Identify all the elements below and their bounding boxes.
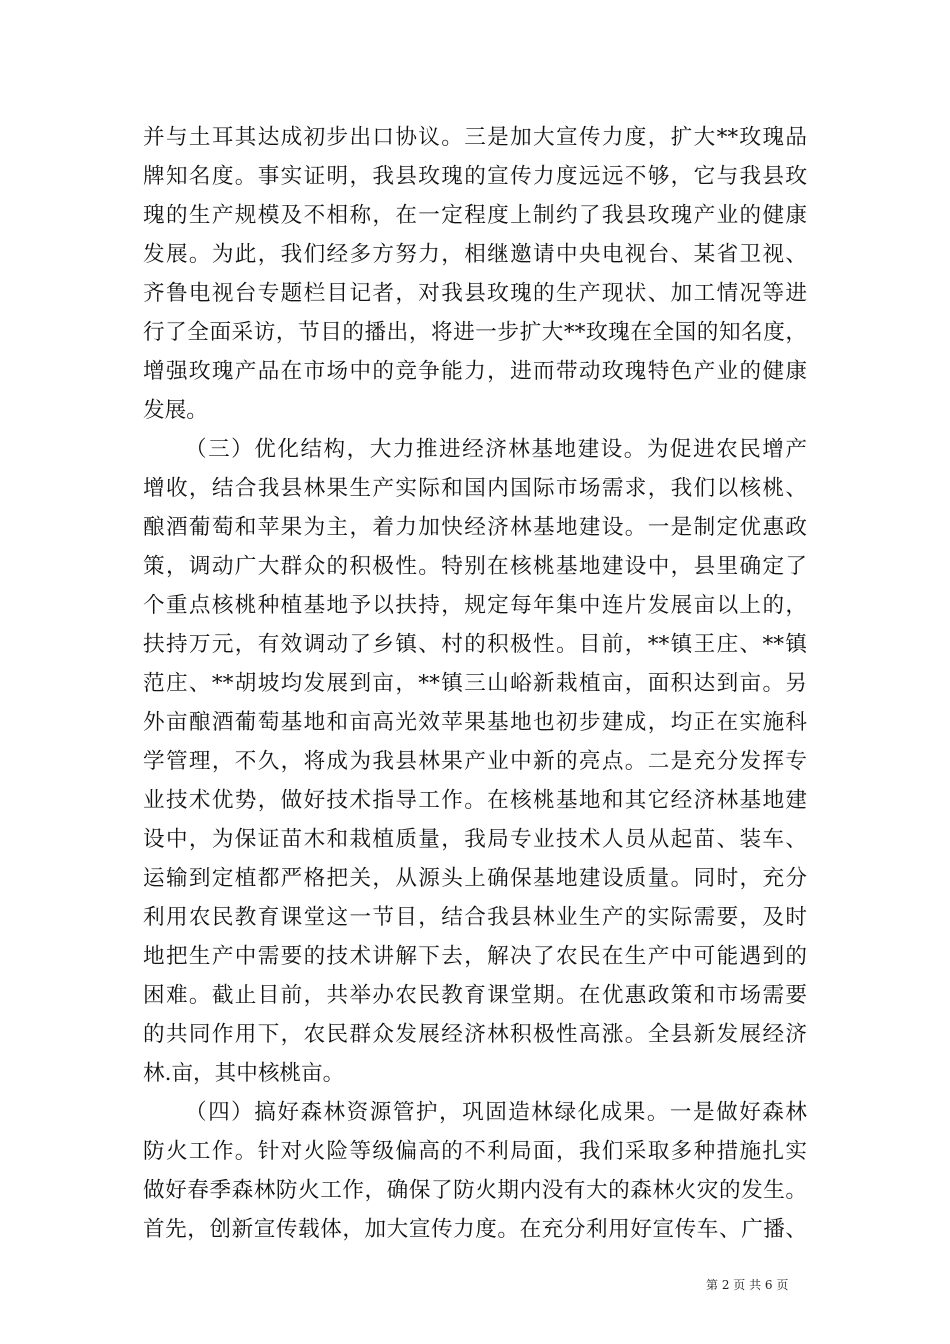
text-line: 做好春季森林防火工作，确保了防火期内没有大的森林火灾的发生。	[143, 1178, 807, 1203]
text-line: 困难。截止目前，共举办农民教育课堂期。在优惠政策和市场需要	[143, 983, 807, 1008]
text-line: 学管理，不久，将成为我县林果产业中新的亮点。二是充分发挥专	[143, 749, 807, 774]
text-line: 策，调动广大群众的积极性。特别在核桃基地建设中，县里确定了	[143, 554, 807, 579]
text-line: 酿酒葡萄和苹果为主，着力加快经济林基地建设。一是制定优惠政	[143, 515, 807, 540]
text-line: 的共同作用下，农民群众发展经济林积极性高涨。全县新发展经济	[143, 1022, 807, 1047]
text-line: 林.亩，其中核桃亩。	[143, 1061, 345, 1086]
page-number-footer: 第 2 页 共 6 页	[706, 1278, 789, 1292]
text-line: 行了全面采访，节目的播出，将进一步扩大**玫瑰在全国的知名度，	[143, 320, 807, 345]
text-line: 瑰的生产规模及不相称，在一定程度上制约了我县玫瑰产业的健康	[143, 203, 807, 228]
text-line: 发展。	[143, 398, 208, 423]
text-line: 牌知名度。事实证明，我县玫瑰的宣传力度远远不够，它与我县玫	[143, 164, 807, 189]
text-line: 地把生产中需要的技术讲解下去，解决了农民在生产中可能遇到的	[143, 944, 807, 969]
text-line: 增收，结合我县林果生产实际和国内国际市场需求，我们以核桃、	[143, 476, 807, 501]
text-line: 并与土耳其达成初步出口协议。三是加大宣传力度，扩大**玫瑰品	[143, 125, 807, 150]
text-line: 个重点核桃种植基地予以扶持，规定每年集中连片发展亩以上的，	[143, 593, 807, 618]
text-line: 防火工作。针对火险等级偏高的不利局面，我们采取多种措施扎实	[143, 1139, 807, 1164]
text-line: 齐鲁电视台专题栏目记者，对我县玫瑰的生产现状、加工情况等进	[143, 281, 807, 306]
text-line: 业技术优势，做好技术指导工作。在核桃基地和其它经济林基地建	[143, 788, 807, 813]
text-line: 发展。为此，我们经多方努力，相继邀请中央电视台、某省卫视、	[143, 242, 807, 267]
paragraph-heading-line: （三）优化结构，大力推进经济林基地建设。为促进农民增产	[185, 437, 807, 462]
text-line: 外亩酿酒葡萄基地和亩高光效苹果基地也初步建成，均正在实施科	[143, 710, 807, 735]
text-line: 利用农民教育课堂这一节目，结合我县林业生产的实际需要，及时	[143, 905, 807, 930]
text-line: 运输到定植都严格把关，从源头上确保基地建设质量。同时，充分	[143, 866, 807, 891]
text-line: 首先，创新宣传载体，加大宣传力度。在充分利用好宣传车、广播、	[143, 1217, 807, 1242]
text-line: 范庄、**胡坡均发展到亩，**镇三山峪新栽植亩，面积达到亩。另	[143, 671, 807, 696]
document-body	[143, 118, 807, 1249]
text-line: 扶持万元，有效调动了乡镇、村的积极性。目前，**镇王庄、**镇	[143, 632, 807, 657]
text-line: 设中，为保证苗木和栽植质量，我局专业技术人员从起苗、装车、	[143, 827, 807, 852]
text-line: 增强玫瑰产品在市场中的竞争能力，进而带动玫瑰特色产业的健康	[143, 359, 807, 384]
paragraph-heading-line: （四）搞好森林资源管护，巩固造林绿化成果。一是做好森林	[185, 1100, 807, 1125]
